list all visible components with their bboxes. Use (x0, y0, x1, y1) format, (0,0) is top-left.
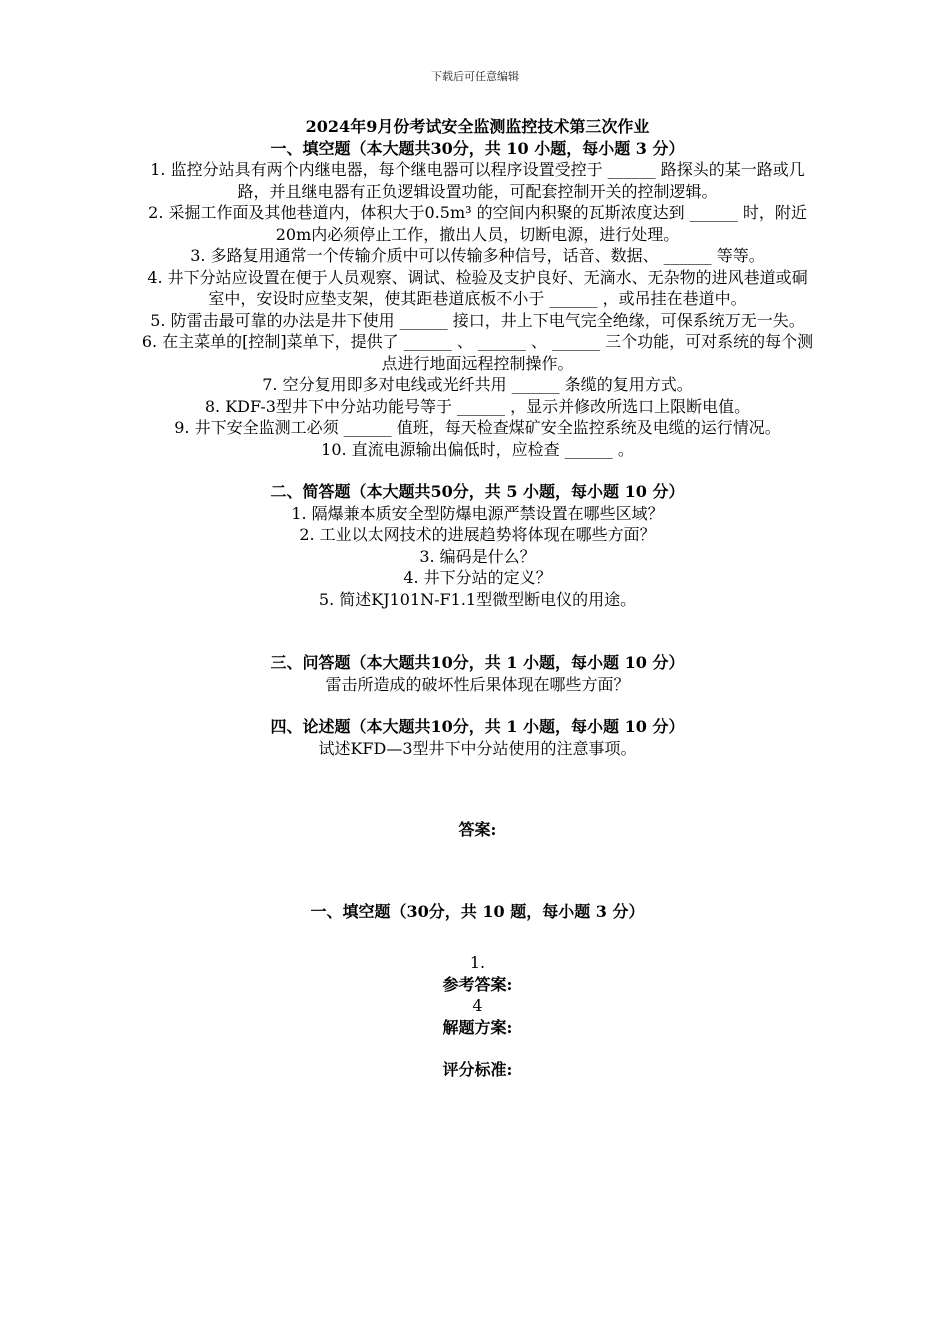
question-item: 2. 采掘工作面及其他巷道内，体积大于0.5m³ 的空间内积聚的瓦斯浓度达到 ______ 时，附近20m内必须停止工作，撤出人员，切断电源，进行处理。 (148, 203, 807, 244)
question-item: 10. 直流电源输出偏低时，应检查 ______ 。 (321, 439, 634, 459)
document-body (140, 116, 815, 1081)
grading-label: 评分标准: (442, 1060, 513, 1079)
question-item: 7. 空分复用即多对电线或光纤共用 ______ 条缆的复用方式。 (262, 375, 693, 394)
answer-number: 1. (469, 953, 486, 972)
answers-section-heading: 一、填空题（30分，共 10 题，每小题 3 分） (310, 901, 645, 921)
question-item: 试述KFD—3型井下中分站使用的注意事项。 (318, 738, 637, 758)
question-item: 5. 防雷击最可靠的办法是井下使用 ______ 接口，井上下电气完全绝缘，可保系统万无一失。 (150, 310, 805, 330)
question-item: 8. KDF-3型井下中分站功能号等于 ______ ，显示并修改所选口上限断电值。 (204, 396, 751, 416)
question-item: 2. 工业以太网技术的进展趋势将体现在哪些方面？ (299, 525, 656, 544)
section-heading-fill-blank: 一、填空题（本大题共30分，共 10 小题，每小题 3 分） (270, 138, 685, 158)
question-item: 6. 在主菜单的[控制]菜单下，提供了 ______ 、 ______ 、 ______ 三个功能，可对系统的每个测点进行地面远程控制操作。 (141, 332, 814, 373)
section-heading-short-answer: 二、简答题（本大题共50分，共 5 小题，每小题 10 分） (270, 482, 685, 501)
question-item: 3. 编码是什么？ (419, 546, 536, 566)
question-item: 4. 井下分站的定义？ (403, 568, 552, 587)
reference-answer-value: 4 (472, 996, 483, 1015)
solution-label: 解题方案: (442, 1017, 513, 1037)
question-item: 9. 井下安全监测工必须 ______ 值班，每天检查煤矿安全监控系统及电缆的运行情况。 (174, 418, 781, 437)
section-heading-qa: 三、问答题（本大题共10分，共 1 小题，每小题 10 分） (270, 653, 685, 672)
document-title: 2024年9月份考试安全监测监控技术第三次作业 (305, 117, 650, 136)
question-item: 1. 监控分站具有两个内继电器，每个继电器可以程序设置受控于 ______ 路探头的某一路或几路，并且继电器有正负逻辑设置功能，可配套控制开关的控制逻辑。 (150, 160, 805, 201)
section-heading-essay: 四、论述题（本大题共10分，共 1 小题，每小题 10 分） (270, 717, 685, 736)
answers-heading: 答案: (458, 820, 497, 839)
question-item: 雷击所造成的破坏性后果体现在哪些方面？ (325, 674, 630, 694)
question-item: 4. 井下分站应设置在便于人员观察、调试、检验及支护良好、无滴水、无杂物的进风巷道或硐室中，安设时应垫支架，使其距巷道底板不小于 ______ ，或吊挂在巷道中。 (147, 267, 808, 308)
question-item: 1. 隔爆兼本质安全型防爆电源严禁设置在哪些区域？ (291, 503, 664, 523)
question-item: 5. 简述KJ101N-F1.1型微型断电仪的用途。 (318, 589, 637, 609)
question-item: 3. 多路复用通常一个传输介质中可以传输多种信号，话音、数据、 ______ 等等。 (190, 246, 765, 265)
reference-answer-label: 参考答案: (442, 974, 513, 994)
page-header: 下载后可任意编辑 (431, 70, 519, 83)
